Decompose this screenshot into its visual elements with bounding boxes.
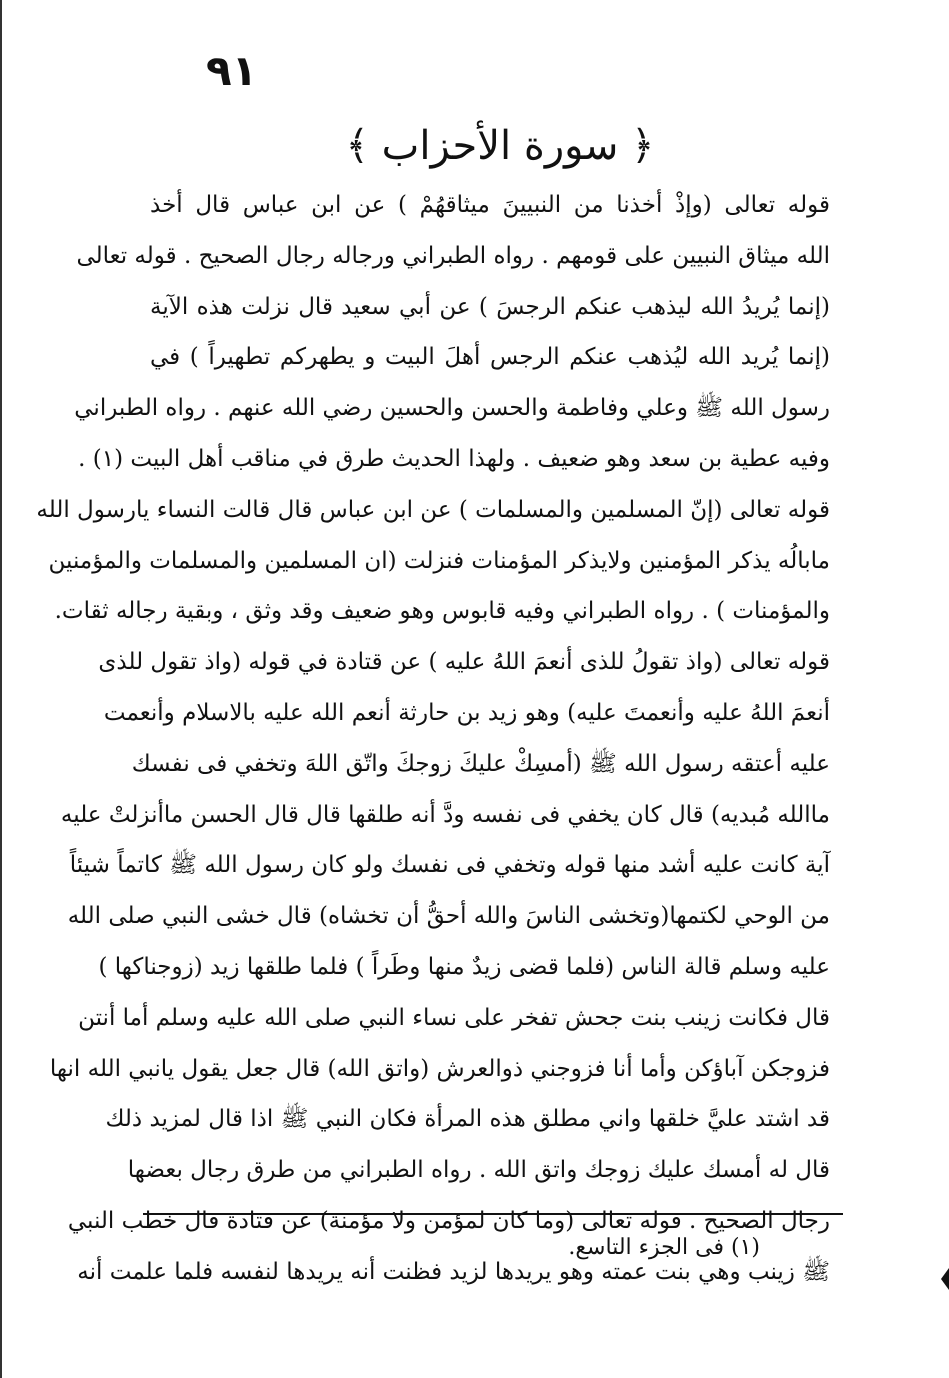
text-line: قوله تعالى (وإذْ أخذنا من النبيينَ ميثاقهُمْ ) عن ابن عباس قال أخذ xyxy=(150,192,830,218)
text-line: قوله تعالى (واذ تقولُ للذى أنعمَ اللهُ عليه ) عن قتادة في قوله (واذ تقول للذى xyxy=(98,649,830,676)
text-line: مابالُه يذكر المؤمنين ولايذكر المؤمنات فنزلت (ان المسلمين والمسلمات والمؤمنين xyxy=(48,547,830,574)
text-line: آية كانت عليه أشد منها قوله وتخفي فى نفسك ولو كان رسول الله ﷺ كاتماً شيئاً xyxy=(69,852,830,879)
text-line: قوله تعالى (إنّ المسلمين والمسلمات ) عن ابن عباس قال قالت النساء يارسول الله xyxy=(36,496,830,523)
text-line: وفيه عطية بن سعد وهو ضعيف . ولهذا الحديث طرق في مناقب أهل البيت (١) . xyxy=(78,445,830,472)
text-line: أنعمَ اللهُ عليه وأنعمتَ عليه) وهو زيد بن حارثة أنعم الله عليه بالاسلام وأنعمت xyxy=(103,699,830,726)
text-line: قال له أمسك عليك زوجك واتق الله . رواه الطبراني من طرق رجال بعضها xyxy=(127,1157,830,1184)
surah-title: ﴿ سورة الأحزاب ﴾ xyxy=(345,123,655,169)
text-line: عليه وسلم قالة الناس (فلما قضى زيدٌ منها وطَراً ) فلما طلقها زيد (زوجناكها ) xyxy=(98,953,830,980)
text-line: عليه أعتقه رسول الله ﷺ (أمسِكْ عليكَ زوجكَ واتّق اللهَ وتخفي فى نفسك xyxy=(131,750,830,777)
text-line: رسول الله ﷺ وعلي وفاطمة والحسن والحسين رضي الله عنهم . رواه الطبراني xyxy=(74,395,830,422)
footnote-divider xyxy=(143,1213,843,1215)
text-line: قال فكانت زينب بنت جحش تفخر على نساء النبي صلى الله عليه وسلم أما أنتن xyxy=(78,1004,830,1031)
text-line: رجال الصحيح . قوله تعالى (وما كان لمؤمن ولا مؤمنة) عن قتادة قال خطب النبي xyxy=(67,1207,830,1234)
text-line: قد اشتد عليَّ خلقها واني مطلق هذه المرأة فكان النبي ﷺ اذا قال لمزيد ذلك xyxy=(105,1106,830,1133)
page-number: ٩١ xyxy=(206,46,258,95)
body-text xyxy=(36,180,830,1298)
page-left-edge xyxy=(0,0,3,1378)
text-line: ماالله مُبديه) قال كان يخفي فى نفسه ودَّ أنه طلقها قال قال الحسن ماأنزلتْ عليه xyxy=(60,801,830,828)
text-line: (إنما يُريدُ الله ليذهب عنكم الرجسَ ) عن أبي سعيد قال نزلت هذه الآية xyxy=(150,293,830,320)
footnote: (١) فى الجزء التاسع. xyxy=(568,1235,760,1260)
edge-marker xyxy=(941,1268,949,1290)
text-line: الله ميثاق النبيين على قومهم . رواه الطبراني ورجاله رجال الصحيح . قوله تعالى xyxy=(76,242,830,269)
text-line: ﷺ زينب وهي بنت عمته وهو يريدها لزيد فظنت أنه يريدها لنفسه فلما علمت أنه xyxy=(77,1258,830,1285)
text-line: فزوجكن آباؤكن وأما أنا فزوجني ذوالعرش (واتق الله) قال جعل يقول يانبي الله انها xyxy=(49,1055,830,1082)
text-line: والمؤمنات ) . رواه الطبراني وفيه قابوس وهو ضعيف وقد وثق ، وبقية رجاله ثقات. xyxy=(54,598,830,625)
text-line: (إنما يُريد الله ليُذهب عنكم الرجس أهلَ البيت و يطهركم تطهيراً ) في xyxy=(150,344,830,371)
text-line: من الوحي لكتمها(وتخشى الناسَ والله أحقُّ أن تخشاه) قال خشى النبي صلى الله xyxy=(67,903,830,930)
